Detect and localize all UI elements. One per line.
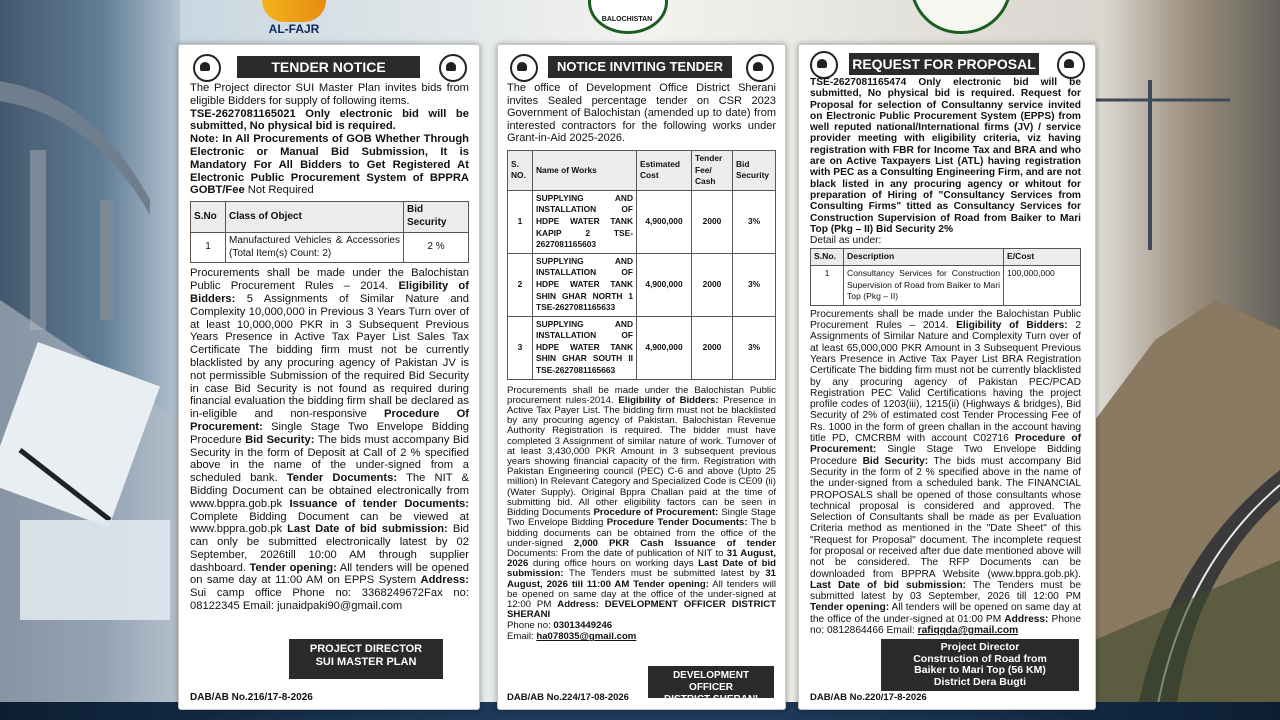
request-for-proposal-panel xyxy=(798,44,1096,710)
email-link[interactable]: rafiqqda@gmail.com xyxy=(917,625,1019,637)
signature-box: PROJECT DIRECTOR SUI MASTER PLAN xyxy=(289,639,443,679)
table-header: Tender Fee/ Cash xyxy=(692,150,733,190)
table-header: Bid Security xyxy=(733,150,776,190)
tender-notice-panel xyxy=(178,44,480,710)
table-row: 2 SUPPLYING AND INSTALLATION OF HDPE WATER TANK SHIN GHAR NORTH 1 TSE-2627081165633 4,900,000 2000 3% xyxy=(508,253,776,316)
right-emblem-icon xyxy=(1053,51,1087,77)
note-text: Note: In All Procurements of GOB Whether Through Electronic or Manual Bid Submission, It is Mandatory For All Bidders to Get Registered At Electronic Public Procurement System of BPPRA GOBT/Fee Not Required xyxy=(190,133,469,197)
panel-title: REQUEST FOR PROPOSAL xyxy=(849,53,1039,75)
detail-caption: Detail as under: xyxy=(810,235,882,247)
balochistan-seal: BALOCHISTAN xyxy=(578,0,674,30)
email-link[interactable]: ha078035@gmail.com xyxy=(536,631,637,643)
details-text: Procurements shall be made under the Balochistan Public Procurement Rules – 2014. Eligibility of Bidders: 2 Assignments of Similar Nature and Complexity Turn over of at least 65,000,000 PKR Amount in 3 Subsequent Previous Years Presence in Active Tax Payer List BRA Registration Certificate The bidding firm must not be currently blacklisted by any procuring agency of Pakistan PEC/PCAD Registration PEC Valid Certifications having the project profile codes of 1203(iii), 1215(ii) (Highways & bridges), Bid Security of 2% of estimated cost Tender Processing Fee of Rs. 1000 in the form of green challan in the account having title PD, CMCRBM with account C02716 Procedure of Procurement: Single Stage Two Envelope Bidding Procedure Bid Security: The bids must accompany Bid Security in the form of 2 % specified above in the name of the under-signed from a scheduled bank. The FINANCIAL PROPOSALS shall be opened of those consultants whose technical proposal is considered and approved. The Selection of Consultants shall be made as per Evaluation Criteria method as mentioned in the "Date Sheet" of this "Request for Proposal" document. The incomplete request for proposal or received after due date mentioned above will not be considered. The RFP Documents can be downloaded from BPPRA Website (www.bppra.gob.pk). Last Date of bid submission: The Tenders must be submitted latest by 03 September, 2026 till 12:00 PM Tender opening: All tenders will be opened on same day at the office of the under-signed at 01:00 PM Address: Phone no: 0812864466 Email: rafiqqda@gmail.com xyxy=(810,308,1081,637)
reference-number: DAB/AB No.224/17-08-2026 xyxy=(507,692,629,703)
table-header: Bid Security xyxy=(404,202,469,233)
works-table xyxy=(507,150,776,380)
left-emblem-icon xyxy=(506,54,540,80)
phone-line: Phone no: 03013449246 xyxy=(507,620,613,632)
table-row: 1 SUPPLYING AND INSTALLATION OF HDPE WATER TANK KAPIP 2 TSE-2627081165603 4,900,000 2000 3% xyxy=(508,190,776,253)
details-text: Procurements shall be made under the Balochistan Public Procurement Rules – 2014. Eligibility of Bidders: 5 Assignments of Similar Nature and Complexity 10,000,000 in Previous 3 Years Turn over of at least 10,000,000 PKR in 3 Subsequent Previous Years Presence in Active Tax Payer List Sales Tax Certificate The bidding firm must not be currently blacklisted by any procuring agency of Pakistan JV is not permissible Submission of the required Bid Security in case Bid Security is not found as required during financial evaluation the bidding firm shall be declared as in-eligible and non-responsive Procedure Of Procurement: Single Stage Two Envelope Bidding Procedure Bid Security: The bids must accompany Bid Security in the form of Deposit at Call of 2 % specified above in the name of the under-signed from a scheduled bank. Tender Documents: The NIT & Bidding Document can be obtained electronically from www.bppra.gob.pk Issuance of tender Documents: Complete Bidding Document can be viewed at www.bppra.gob.pk Last Date of bid submission: Bid can only be submitted electronically latest by 02 September, 2026till 10:00 AM through supplier dashboard. Tender opening: All tenders will be opened on same day at 11:00 AM on EPPS System Address: Sui camp office Phone no: 3368249672Fax no: 08122345 Email: junaidpaki90@gmail.com xyxy=(190,267,470,613)
table-header: E/Cost xyxy=(1004,249,1081,265)
intro-text: TSE-2627081165474 Only electronic bid will be submitted, No physical bid is required. Request for Proposal for selection of Consultanny service invited on Electronic Public Procurement System (EPPS) from well reputed national/International firms (JV) / service provider meeting with eligibility criteria, viz having registration with FBR for Income Tax and BRA and who are on Active Taxpayers List (ATL) having registration with PEC as a Consulting Engineering Firm, and are not black listed in any procuring agency or whitout for preparation of Hiring of "Consultancy Services from Consulting Firms" titted as Consultancy Services for Construction Supervision of Road from Baiker to Mari Top (Pkg – II) Bid Security 2% xyxy=(810,77,1081,235)
al-fajr-logo: AL-FAJR xyxy=(256,0,332,38)
intro-text: The Project director SUI Master Plan invites bids from eligible Bidders for supply of following items. xyxy=(190,82,469,107)
road-landscape-illustration xyxy=(1095,0,1280,720)
signature-box: DEVELOPMENT OFFICER DISTRICT SHERANI xyxy=(648,666,774,698)
table-header: Class of Object xyxy=(226,202,404,233)
table-row: 1 Manufactured Vehicles & Accessories (Total Item(s) Count: 2) 2 % xyxy=(191,232,469,263)
panel-title: NOTICE INVITING TENDER xyxy=(548,56,732,78)
table-header: S.No. xyxy=(811,249,844,265)
left-emblem-icon xyxy=(189,54,223,80)
reference-number: DAB/AB No.216/17-8-2026 xyxy=(190,692,313,703)
right-emblem-icon xyxy=(742,54,776,80)
table-row: 1 Consultancy Services for Construction Supervision of Road from Baiker to Mari Top (Pkg – II) 100,000,000 xyxy=(811,265,1081,305)
left-emblem-icon xyxy=(806,51,840,77)
table-header: Estimated Cost xyxy=(637,150,692,190)
items-table xyxy=(190,201,469,263)
signature-box: Project Director Construction of Road from Baiker to Mari Top (56 KM) District Dera Bugti xyxy=(881,639,1079,691)
table-header: Description xyxy=(844,249,1004,265)
details-text: Procurements shall be made under the Balochistan Public procurement rules-2014. Eligibility of Bidders: Presence in Active Tax Payer List. The bidding firm must not be blacklisted by any procuring agency of Pakistan. Balochistan Revenue Authority Registration is required. The bidder must have completed 3 Assignment of similar nature of work. Turnover of at least 3,430,000 PKR Amount in 3 subsequent previous years showing financial capacity of the firm. Registration with Pakistan Engineering council (PEC) C-6 and above (Upto 25 million) In Relevant Category and Specialized Code is CE09 (ii) (Water Supply). Original Bppra Challan paid at the time of submitting bid. All other eligibility factors can be seen in Bidding Documents Procedure of Procurement: Single Stage Two Envelope Bidding Procedure Tender Documents: The b bidding documents can be obtained from the office of the under-signed 2,000 PKR Cash Issuance of tender Documents: From the date of publication of NIT to 31 August, 2026 during office hours on working days Last Date of bid submission: The Tenders must be submitted latest by 31 August, 2026 till 11:00 AM Tender opening: All tenders will be opened on same day at the office of the under-signed at 12:00 PM Address: DEVELOPMENT OFFICER DISTRICT SHERANI xyxy=(507,384,777,621)
table-header: S.No xyxy=(191,202,226,233)
table-header: Name of Works xyxy=(533,150,637,190)
reference-number: DAB/AB No.220/17-8-2026 xyxy=(810,692,927,703)
notice-inviting-tender-panel xyxy=(497,44,786,710)
panel-title: TENDER NOTICE xyxy=(237,56,420,78)
intro-text: The office of Development Office District Sherani invites Sealed percentage tender on CSR 2023 Government of Balochistan (amended up to date) from interested contractors for the following works under Grant-in-Aid 2025-2026. xyxy=(507,82,776,145)
email-line: Email: ha078035@gmail.com xyxy=(507,631,637,643)
bridge-illustration xyxy=(0,0,180,720)
table-header: S. NO. xyxy=(508,150,533,190)
proposal-table xyxy=(810,248,1081,305)
government-emblem xyxy=(910,0,1010,32)
table-row: 3 SUPPLYING AND INSTALLATION OF HDPE WATER TANK SHIN GHAR SOUTH II TSE-2627081165663 4,900,000 2000 3% xyxy=(508,316,776,379)
right-emblem-icon xyxy=(435,54,469,80)
tse-text: TSE-2627081165021 Only electronic bid will be submitted, No physical bid is required. xyxy=(190,107,469,133)
